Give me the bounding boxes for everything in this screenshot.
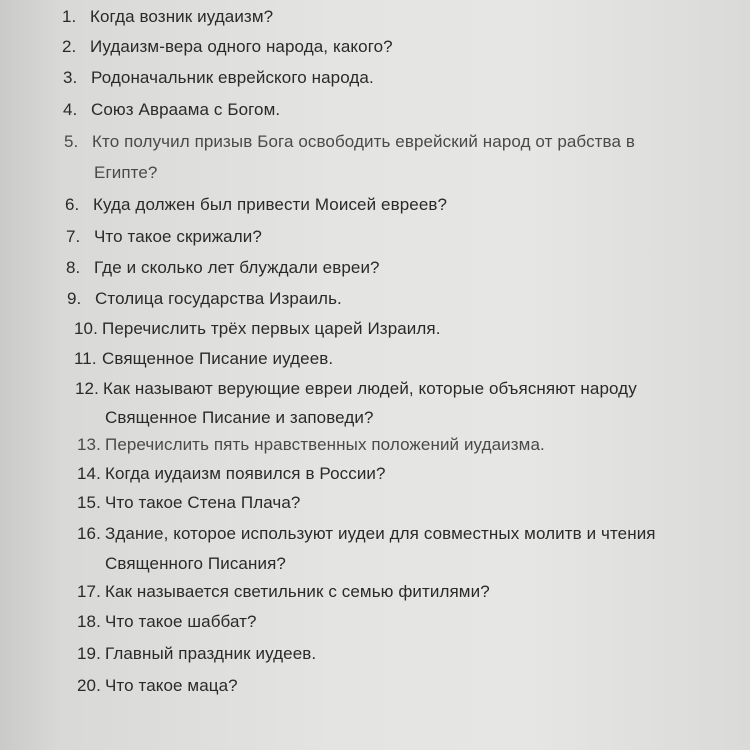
- question-text-continued: Священного Писания?: [105, 554, 286, 573]
- question-text: Кто получил призыв Бога освободить еврейский народ от рабства в: [92, 132, 636, 151]
- question-number: 3.: [63, 68, 78, 87]
- question-number: 14.: [77, 464, 101, 483]
- question-item: [77, 583, 490, 601]
- question-number: 10.: [74, 319, 98, 338]
- question-text: Что такое маца?: [105, 676, 238, 695]
- question-item: [77, 494, 301, 512]
- question-item: [65, 196, 447, 214]
- question-number: 8.: [66, 258, 81, 277]
- question-text: Перечислить пять нравственных положений иудаизма.: [105, 435, 545, 454]
- question-number: 18.: [77, 612, 101, 631]
- question-text: Что такое скрижали?: [94, 227, 262, 246]
- question-item: [74, 320, 441, 338]
- question-text: Здание, которое используют иудеи для совместных молитв и чтения: [105, 524, 656, 543]
- question-number: 6.: [65, 195, 80, 214]
- question-text: Иудаизм-вера одного народа, какого?: [90, 37, 393, 56]
- question-text: Родоначальник еврейского народа.: [91, 68, 374, 87]
- question-number: 13.: [77, 435, 101, 454]
- question-item: [63, 69, 374, 87]
- question-item: [77, 436, 545, 454]
- question-text: Когда иудаизм появился в России?: [105, 464, 386, 483]
- question-number: 2.: [62, 37, 77, 56]
- question-item: [62, 8, 273, 26]
- question-number: 9.: [67, 289, 82, 308]
- question-item: [66, 259, 380, 277]
- question-number: 11.: [74, 349, 97, 368]
- question-item: [62, 38, 393, 56]
- question-text: Союз Авраама с Богом.: [91, 100, 281, 119]
- question-item: [77, 677, 238, 695]
- question-item: [75, 380, 637, 427]
- question-text-continued: Египте?: [94, 163, 158, 182]
- question-item: [66, 228, 262, 246]
- question-number: 17.: [77, 582, 101, 601]
- question-text: Священное Писание иудеев.: [102, 349, 334, 368]
- question-text: Главный праздник иудеев.: [105, 644, 317, 663]
- question-item: [74, 350, 333, 368]
- question-text: Когда возник иудаизм?: [90, 7, 274, 26]
- question-text: Куда должен был привести Моисей евреев?: [93, 195, 448, 214]
- question-text: Что такое Стена Плача?: [105, 493, 301, 512]
- question-item: [77, 465, 386, 483]
- question-text: Как называют верующие евреи людей, которые объясняют народу: [103, 379, 637, 398]
- question-item: [63, 101, 280, 119]
- question-text-continued: Священное Писание и заповеди?: [105, 408, 374, 427]
- question-number: 5.: [64, 132, 79, 151]
- question-number: 1.: [62, 7, 77, 26]
- question-number: 12.: [75, 379, 99, 398]
- question-item: [77, 525, 656, 573]
- question-item: [64, 133, 635, 182]
- question-text: Где и сколько лет блуждали евреи?: [94, 258, 380, 277]
- question-text: Перечислить трёх первых царей Израиля.: [102, 319, 441, 338]
- question-number: 16.: [77, 524, 101, 543]
- question-number: 20.: [77, 676, 101, 695]
- question-item: [77, 645, 316, 663]
- question-text: Что такое шаббат?: [105, 612, 257, 631]
- question-number: 7.: [66, 227, 81, 246]
- question-number: 15.: [77, 493, 101, 512]
- question-text: Столица государства Израиль.: [95, 289, 342, 308]
- question-item: [67, 290, 342, 308]
- question-number: 4.: [63, 100, 78, 119]
- question-text: Как называется светильник с семью фитилями?: [105, 582, 490, 601]
- question-item: [77, 613, 257, 631]
- question-number: 19.: [77, 644, 101, 663]
